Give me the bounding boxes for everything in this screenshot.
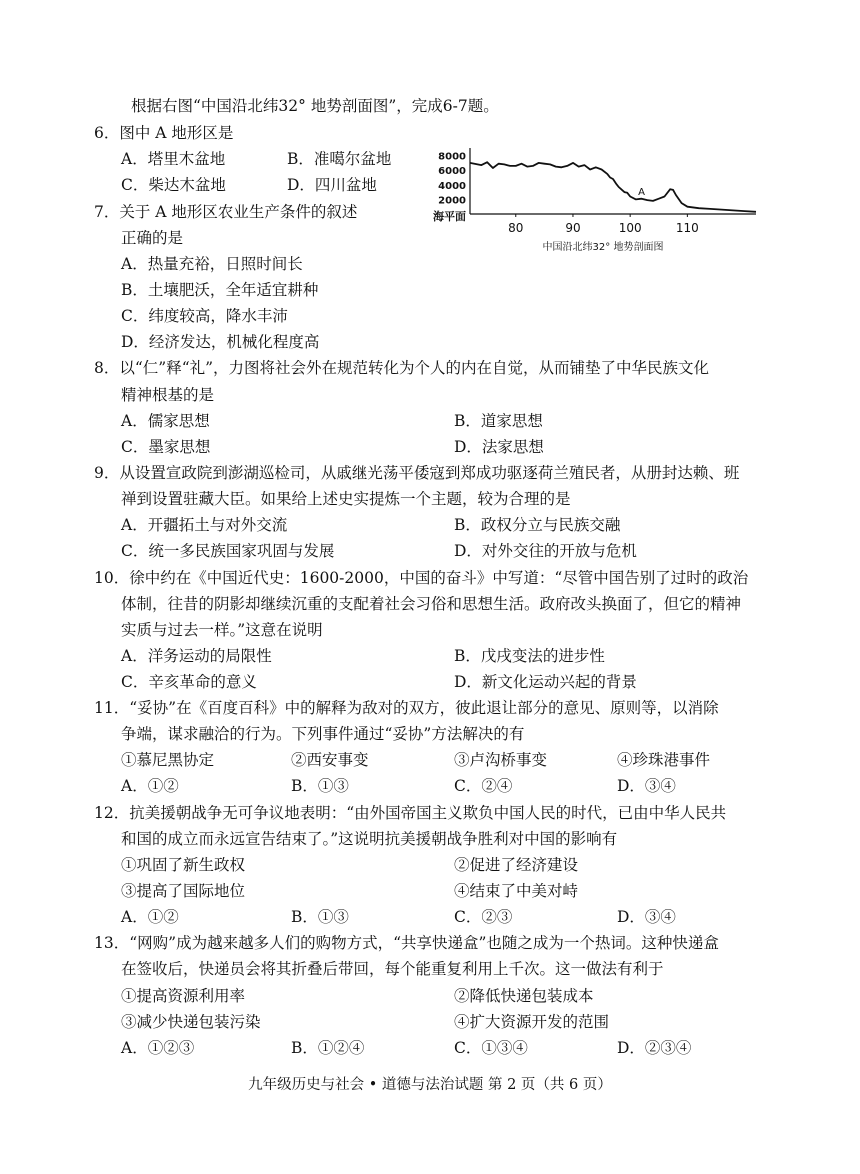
q7-option-a[interactable]: A．热量充裕，日照时间长 (121, 255, 303, 273)
q13-stem-line2: 在签收后，快递员会将其折叠后带回，每个能重复利用上千次。这一做法有利于 (121, 960, 664, 978)
q13-option-a[interactable]: A．①②③ (121, 1039, 195, 1057)
q13-option-c[interactable]: C．①③④ (454, 1039, 528, 1057)
q9-option-b[interactable]: B．政权分立与民族交融 (454, 516, 621, 534)
elevation-profile-chart (410, 142, 770, 262)
q9-stem-line1: 9．从设置宣政院到澎湖巡检司，从戚继光荡平倭寇到郑成功驱逐荷兰殖民者，从册封达赖、班 (94, 464, 740, 482)
q11-option-a[interactable]: A．①② (121, 777, 179, 795)
chart-title: 中国沿北纬32° 地势剖面图 (542, 242, 664, 253)
region-a-label: A (638, 187, 646, 199)
q11-item-2: ②西安事变 (291, 751, 369, 769)
q8-option-c[interactable]: C．墨家思想 (121, 438, 211, 456)
q11-option-d[interactable]: D．③④ (617, 777, 676, 795)
q12-option-a[interactable]: A．①② (121, 908, 179, 926)
q12-item-1: ①巩固了新生政权 (121, 856, 246, 874)
q6-option-b[interactable]: B．准噶尔盆地 (287, 150, 392, 168)
q7-stem-line2: 正确的是 (121, 229, 184, 247)
q9-option-a[interactable]: A．开疆拓土与对外交流 (121, 516, 288, 534)
x-tick-label: 80 (508, 221, 524, 235)
q13-item-1: ①提高资源利用率 (121, 987, 246, 1005)
x-tick-label: 110 (675, 221, 699, 235)
q11-option-c[interactable]: C．②④ (454, 777, 513, 795)
q13-stem-line1: 13．“网购”成为越来越多人们的购物方式，“共享快递盒”也随之成为一个热词。这种快递盒 (94, 934, 719, 952)
x-tick-label: 100 (618, 221, 642, 235)
q11-stem-line2: 争端，谋求融洽的行为。下列事件通过“妥协”方法解决的有 (121, 725, 525, 743)
q7-option-d[interactable]: D．经济发达，机械化程度高 (121, 333, 320, 351)
elevation-profile-line (470, 162, 756, 212)
q11-option-b[interactable]: B．①③ (291, 777, 349, 795)
q10-option-a[interactable]: A．洋务运动的局限性 (121, 647, 272, 665)
y-tick-label: 2000 (438, 195, 466, 207)
q12-item-4: ④结束了中美对峙 (454, 882, 579, 900)
q10-stem-line3: 实质与过去一样。”这意在说明 (121, 621, 323, 639)
q7-stem-line1: 7．关于 A 地形区农业生产条件的叙述 (94, 203, 358, 221)
q10-option-c[interactable]: C．辛亥革命的意义 (121, 673, 257, 691)
q11-item-1: ①慕尼黑协定 (121, 751, 215, 769)
page-footer: 九年级历史与社会 • 道德与法治试题 第 2 页（共 6 页） (248, 1077, 612, 1093)
q10-option-d[interactable]: D．新文化运动兴起的背景 (454, 673, 637, 691)
q8-option-b[interactable]: B．道家思想 (454, 412, 543, 430)
q10-stem-line1: 10．徐中约在《中国近代史：1600-2000，中国的奋斗》中写道：“尽管中国告别了过时的政治 (94, 569, 749, 587)
q12-option-b[interactable]: B．①③ (291, 908, 349, 926)
q12-item-2: ②促进了经济建设 (454, 856, 579, 874)
q12-stem-line2: 和国的成立而永远宣告结束了。”这说明抗美援朝战争胜利对中国的影响有 (121, 830, 618, 848)
q13-item-3: ③减少快递包装污染 (121, 1013, 261, 1031)
q13-item-4: ④扩大资源开发的范围 (454, 1013, 610, 1031)
q9-option-c[interactable]: C．统一多民族国家巩固与发展 (121, 542, 335, 560)
q6-option-d[interactable]: D．四川盆地 (287, 176, 377, 194)
q8-option-d[interactable]: D．法家思想 (454, 438, 544, 456)
q11-item-4: ④珍珠港事件 (617, 751, 711, 769)
q12-option-c[interactable]: C．②③ (454, 908, 513, 926)
q12-option-d[interactable]: D．③④ (617, 908, 676, 926)
q9-option-d[interactable]: D．对外交往的开放与危机 (454, 542, 637, 560)
y-tick-label: 8000 (438, 151, 466, 163)
q8-stem-line1: 8．以“仁”释“礼”，力图将社会外在规范转化为个人的内在自觉，从而铺垫了中华民族文化 (94, 359, 710, 377)
q7-option-c[interactable]: C．纬度较高，降水丰沛 (121, 307, 288, 325)
q12-stem-line1: 12．抗美援朝战争无可争议地表明：“由外国帝国主义欺负中国人民的时代，已由中华人民共 (94, 804, 727, 822)
q8-option-a[interactable]: A．儒家思想 (121, 412, 210, 430)
q13-option-b[interactable]: B．①②④ (291, 1039, 365, 1057)
y-tick-label: 4000 (438, 180, 466, 192)
q9-stem-line2: 禅到设置驻藏大臣。如果给上述史实提炼一个主题，较为合理的是 (121, 490, 571, 508)
q11-stem-line1: 11．“妥协”在《百度百科》中的解释为敌对的双方，彼此退让部分的意见、原则等，以消除 (94, 699, 719, 717)
intro-line: 根据右图“中国沿北纬32° 地势剖面图”，完成6-7题。 (131, 97, 499, 115)
q13-option-d[interactable]: D．②③④ (617, 1039, 692, 1057)
q10-stem-line2: 体制，往昔的阴影却继续沉重的支配着社会习俗和思想生活。政府改头换面了，但它的精神 (121, 595, 742, 613)
q6-option-a[interactable]: A．塔里木盆地 (121, 150, 226, 168)
q11-item-3: ③卢沟桥事变 (454, 751, 548, 769)
y-tick-label: 海平面 (433, 210, 466, 223)
q6-option-c[interactable]: C．柴达木盆地 (121, 176, 226, 194)
q8-stem-line2: 精神根基的是 (121, 386, 215, 404)
q10-option-b[interactable]: B．戊戌变法的进步性 (454, 647, 605, 665)
q13-item-2: ②降低快递包装成本 (454, 987, 594, 1005)
q7-option-b[interactable]: B．土壤肥沃，全年适宜耕种 (121, 281, 319, 299)
q12-item-3: ③提高了国际地位 (121, 882, 246, 900)
q6-stem: 6．图中 A 地形区是 (94, 124, 234, 142)
x-tick-label: 90 (565, 221, 581, 235)
y-tick-label: 6000 (438, 166, 466, 178)
